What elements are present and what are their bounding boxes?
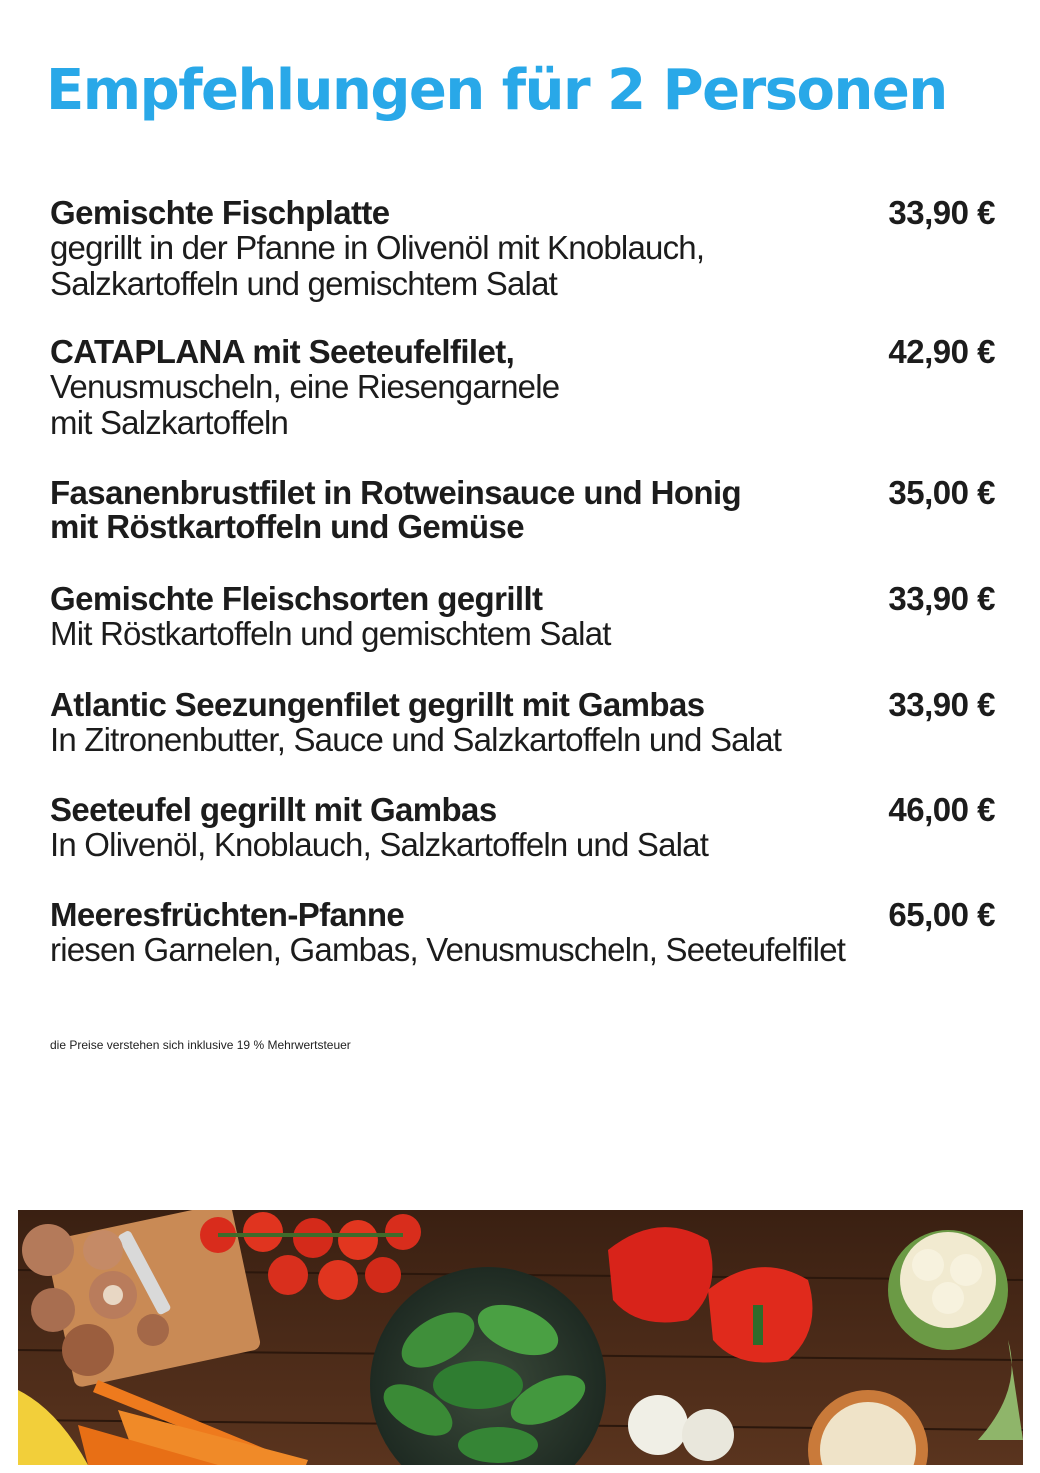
item-description: gegrillt in der Pfanne in Olivenöl mit Knoblauch, Salzkartoffeln und gemischtem Salat [50,229,705,302]
menu-item [50,335,995,441]
item-name: Gemischte Fleischsorten gegrillt [50,580,543,617]
menu-item [50,688,995,758]
item-description: In Olivenöl, Knoblauch, Salzkartoffeln und Salat [50,826,709,863]
menu-item [50,898,995,968]
item-description: riesen Garnelen, Gambas, Venusmuscheln, Seeteufelfilet [50,931,846,968]
item-name: CATAPLANA mit Seeteufelfilet, [50,333,515,370]
item-description: Mit Röstkartoffeln und gemischtem Salat [50,615,611,652]
menu-item [50,582,995,652]
item-name: Seeteufel gegrillt mit Gambas [50,791,497,828]
vegetables-photo [18,1210,1023,1465]
item-price: 42,90 € [888,333,995,370]
vat-footnote: die Preise verstehen sich inklusive 19 % Mehrwertsteuer [50,1038,351,1052]
item-name: Gemischte Fischplatte [50,194,390,231]
item-price: 33,90 € [888,686,995,723]
item-price: 46,00 € [888,791,995,828]
item-description: In Zitronenbutter, Sauce und Salzkartoffeln und Salat [50,721,782,758]
item-name: Atlantic Seezungenfilet gegrillt mit Gambas [50,686,705,723]
menu-item [50,793,995,863]
menu-title: Empfehlungen für 2 Personen [46,58,947,123]
item-name: Meeresfrüchten-Pfanne [50,896,405,933]
item-price: 65,00 € [888,896,995,933]
menu-item [50,476,995,544]
item-name: Fasanenbrustfilet in Rotweinsauce und Honig mit Röstkartoffeln und Gemüse [50,474,742,545]
item-description: Venusmuscheln, eine Riesengarnele mit Salzkartoffeln [50,368,560,441]
item-price: 33,90 € [888,580,995,617]
item-price: 33,90 € [888,194,995,231]
item-price: 35,00 € [888,474,995,511]
menu-item [50,196,995,302]
